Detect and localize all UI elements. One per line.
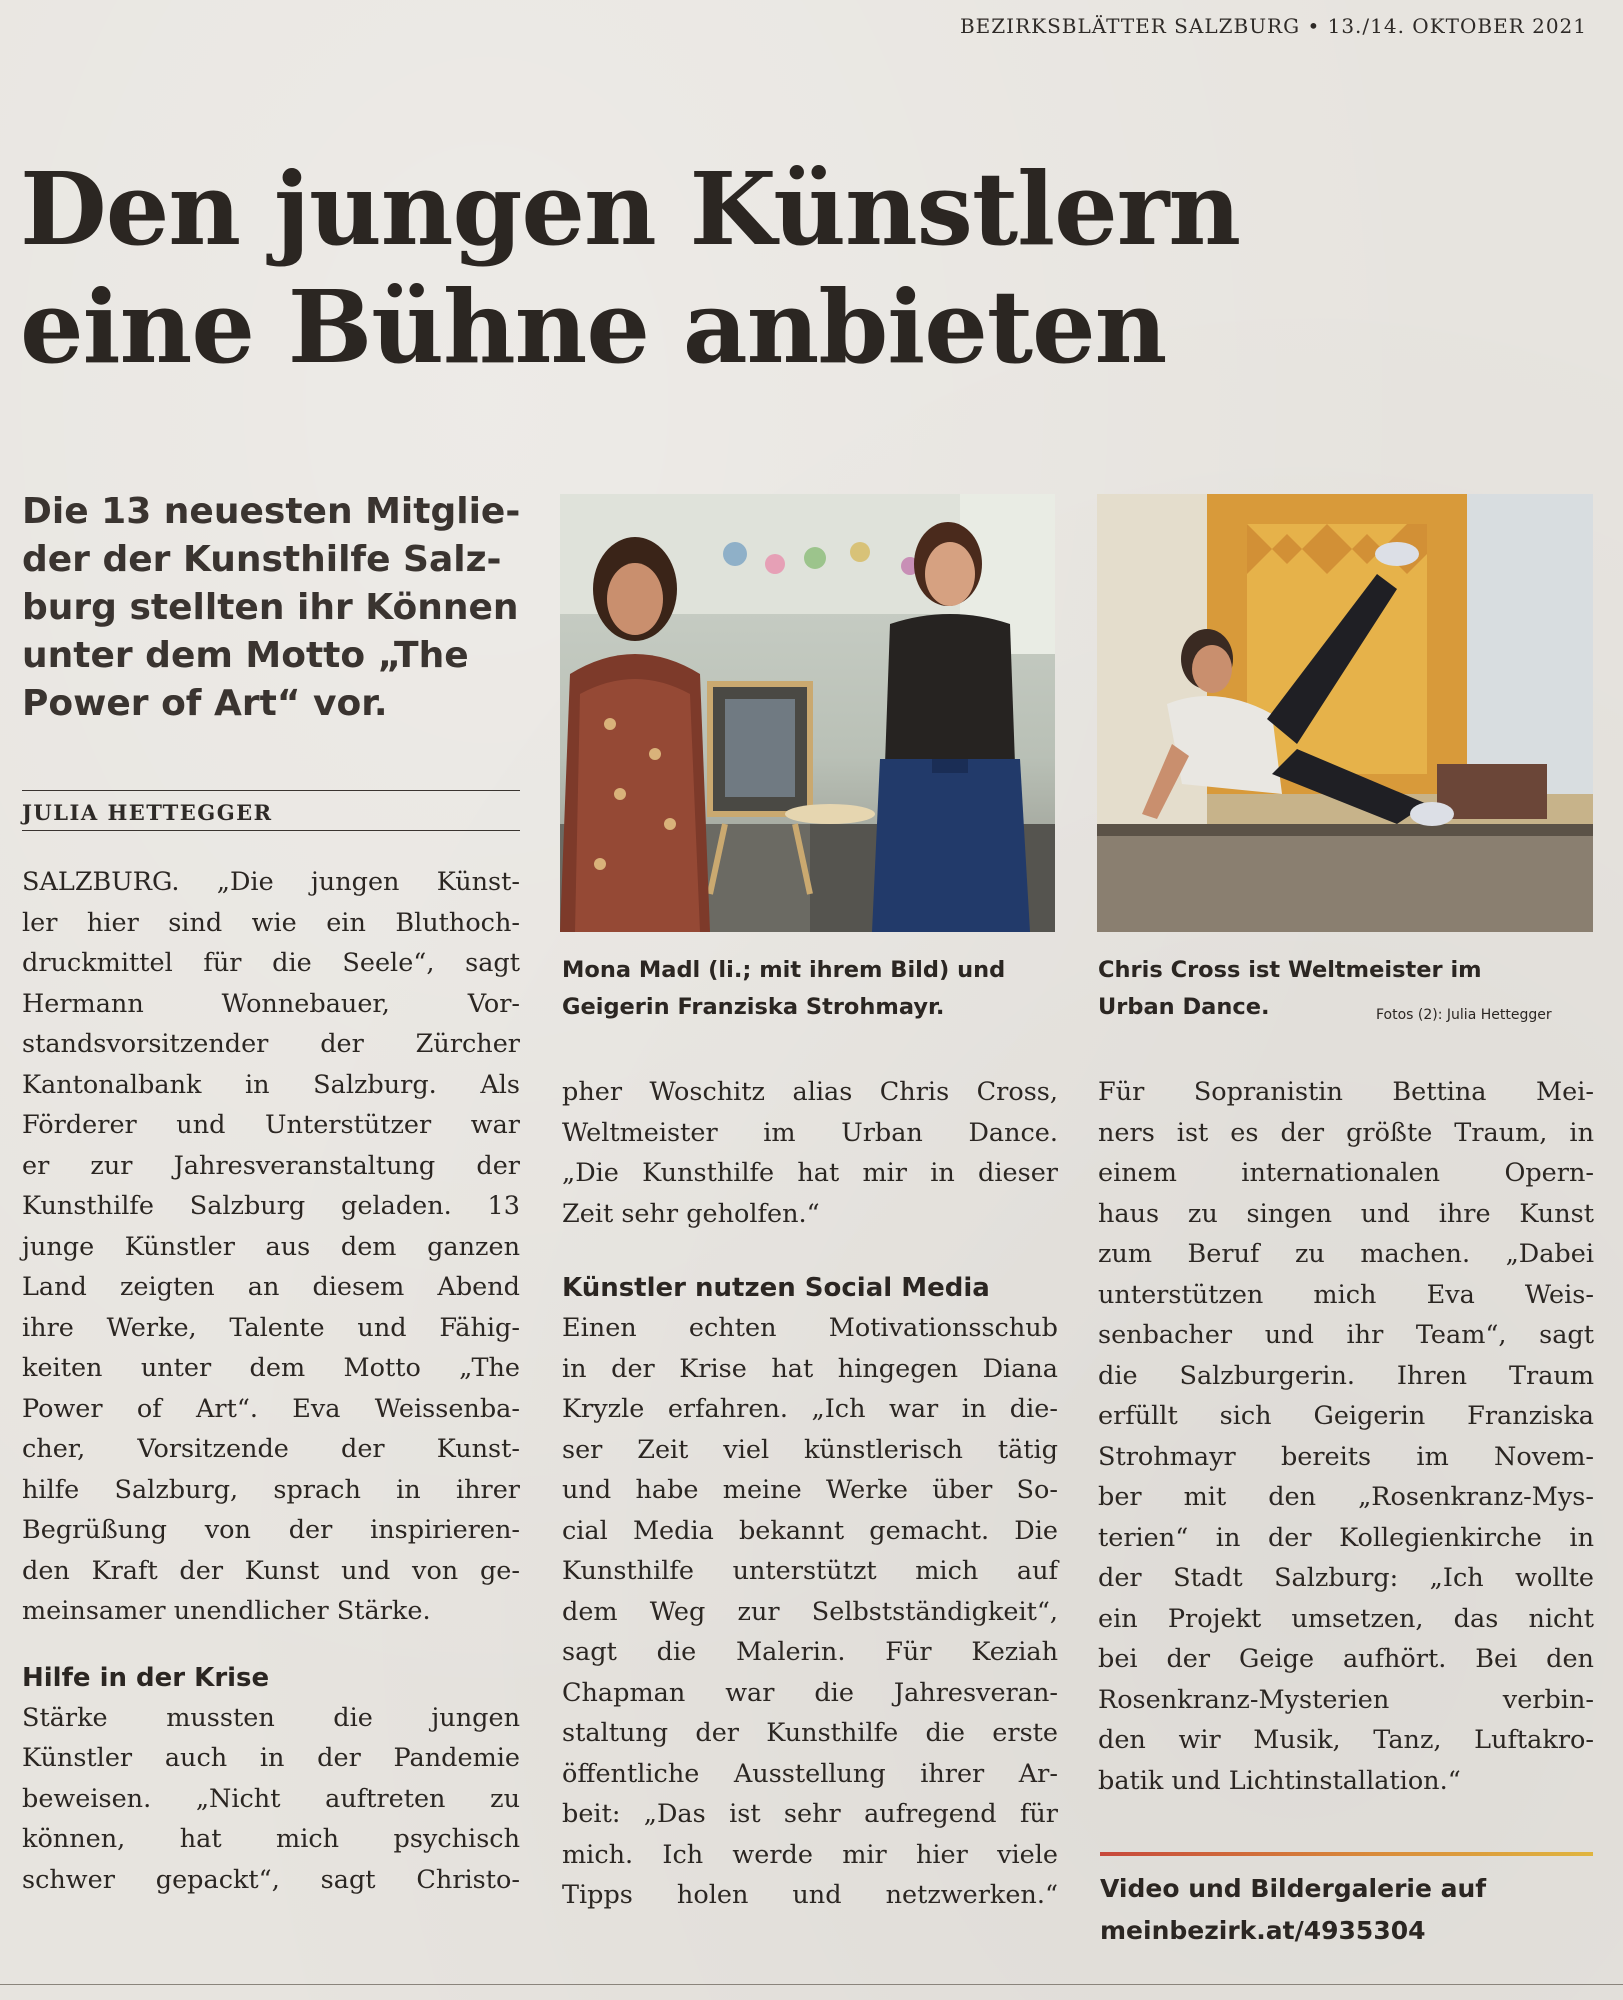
photo-2-caption-line: Chris Cross ist Weltmeister im — [1098, 957, 1482, 983]
body-line: den Kraft der Kunst und von ge- — [22, 1555, 520, 1586]
body-line: bei der Geige aufhört. Bei den — [1098, 1644, 1594, 1674]
body-line: Stärke mussten die jungen — [22, 1702, 520, 1733]
body-line: Hermann Wonnebauer, Vor- — [22, 988, 520, 1019]
body-line: unterstützen mich Eva Weis- — [1098, 1279, 1594, 1310]
body-line: staltung der Kunsthilfe die erste — [562, 1718, 1058, 1748]
body-line: beweisen. „Nicht auftreten zu — [22, 1783, 520, 1814]
body-line: beit: „Das ist sehr aufregend für — [562, 1799, 1058, 1829]
headline-line-2: eine Bühne anbieten — [20, 268, 1167, 386]
body-line: batik und Lichtinstallation.“ — [1098, 1765, 1461, 1796]
body-line: haus zu singen und ihre Kunst — [1098, 1198, 1594, 1229]
body-line: den wir Musik, Tanz, Luftakro- — [1098, 1725, 1594, 1755]
body-line: ber mit den „Rosenkranz-Mys- — [1098, 1482, 1594, 1512]
body-line: SALZBURG. „Die jungen Künst- — [22, 867, 520, 897]
body-line: er zur Jahresveranstaltung der — [22, 1150, 520, 1181]
author-byline: JULIA HETTEGGER — [22, 800, 273, 825]
masthead: BEZIRKSBLÄTTER SALZBURG • 13./14. OKTOBER 2021 — [959, 14, 1587, 38]
photo-1-caption-line: Mona Madl (li.; mit ihrem Bild) und — [562, 957, 1006, 983]
photo-chris-cross — [1097, 494, 1593, 932]
column-1 — [22, 862, 520, 1900]
body-line: Rosenkranz-Mysterien verbin- — [1098, 1684, 1594, 1715]
body-line: schwer gepackt“, sagt Christo- — [22, 1864, 520, 1895]
lead-line: der der Kunsthilfe Salz- — [22, 539, 502, 580]
lead-line: Power of Art“ vor. — [22, 683, 388, 724]
body-line: Für Sopranistin Bettina Mei- — [1098, 1077, 1594, 1107]
column-2 — [562, 1072, 1058, 1916]
body-line: ser Zeit viel künstlerisch tätig — [562, 1434, 1058, 1465]
promo-link[interactable]: meinbezirk.at/4935304 — [1100, 1916, 1426, 1945]
body-line: ler hier sind wie ein Bluthoch- — [22, 907, 520, 938]
body-line: die Salzburgerin. Ihren Traum — [1098, 1360, 1594, 1391]
body-line: zum Beruf zu machen. „Dabei — [1098, 1239, 1594, 1269]
body-line: Tipps holen und netzwerken.“ — [562, 1880, 1058, 1910]
promo-box — [1100, 1868, 1600, 1952]
body-line: mich. Ich werde mir hier viele — [562, 1839, 1058, 1870]
body-line: Land zeigten an diesem Abend — [22, 1272, 520, 1302]
body-line: Förderer und Unterstützer war — [22, 1110, 520, 1140]
body-line: meinsamer unendlicher Stärke. — [22, 1596, 431, 1626]
photo-1-illustration — [560, 494, 1055, 932]
body-line: ihre Werke, Talente und Fähig- — [22, 1312, 520, 1343]
headline-line-1: Den jungen Künstlern — [20, 150, 1241, 268]
body-line: Kryzle erfahren. „Ich war in die- — [562, 1394, 1058, 1424]
body-line: Kantonalbank in Salzburg. Als — [22, 1069, 520, 1100]
body-line: öffentliche Ausstellung ihrer Ar- — [562, 1758, 1058, 1789]
body-line: Begrüßung von der inspirieren- — [22, 1515, 520, 1545]
photo-1-caption-line: Geigerin Franziska Strohmayr. — [562, 994, 945, 1020]
body-line: sagt die Malerin. Für Keziah — [562, 1637, 1058, 1667]
body-line: „Die Kunsthilfe hat mir in dieser — [562, 1158, 1058, 1188]
body-line: in der Krise hat hingegen Diana — [562, 1353, 1058, 1384]
body-line: Zeit sehr geholfen.“ — [562, 1198, 820, 1229]
body-line: cial Media bekannt gemacht. Die — [562, 1515, 1058, 1546]
body-line: standsvorsitzender der Zürcher — [22, 1029, 520, 1059]
body-line: terien“ in der Kollegienkirche in — [1098, 1522, 1594, 1553]
body-line: erfüllt sich Geigerin Franziska — [1098, 1401, 1594, 1431]
promo-line: Video und Bildergalerie auf — [1100, 1874, 1487, 1903]
body-line: junge Künstler aus dem ganzen — [22, 1231, 520, 1262]
photo-credit: Fotos (2): Julia Hettegger — [1376, 1007, 1552, 1023]
photo-2-caption-line: Urban Dance. — [1098, 994, 1270, 1020]
body-line: Weltmeister im Urban Dance. — [562, 1117, 1058, 1148]
body-line: können, hat mich psychisch — [22, 1824, 520, 1854]
body-line: ein Projekt umsetzen, das nicht — [1098, 1603, 1594, 1634]
body-line: dem Weg zur Selbstständigkeit“, — [562, 1596, 1058, 1627]
body-line: cher, Vorsitzende der Kunst- — [22, 1434, 520, 1464]
subheading-hilfe-in-der-krise: Hilfe in der Krise — [22, 1662, 270, 1693]
lead-line: Die 13 neuesten Mitglie- — [22, 491, 521, 532]
subheading-social-media: Künstler nutzen Social Media — [562, 1273, 990, 1303]
headline — [20, 150, 1620, 386]
body-line: Kunsthilfe Salzburg geladen. 13 — [22, 1191, 520, 1221]
body-line: pher Woschitz alias Chris Cross, — [562, 1077, 1058, 1107]
column-3 — [1098, 1072, 1594, 1801]
body-line: druckmittel für die Seele“, sagt — [22, 948, 520, 978]
body-line: keiten unter dem Motto „The — [22, 1353, 520, 1383]
body-line: und habe meine Werke über So- — [562, 1475, 1058, 1505]
photo-2-illustration — [1097, 494, 1593, 932]
author-rule-top — [22, 790, 520, 791]
body-line: senbacher und ihr Team“, sagt — [1098, 1320, 1594, 1350]
lead-line: burg stellten ihr Können — [22, 587, 519, 628]
lead-paragraph — [22, 488, 542, 728]
body-line: Chapman war die Jahresveran- — [562, 1677, 1058, 1708]
body-line: Power of Art“. Eva Weissenba- — [22, 1393, 520, 1424]
author-rule-bottom — [22, 830, 520, 831]
body-line: der Stadt Salzburg: „Ich wollte — [1098, 1563, 1594, 1593]
body-line: Einen echten Motivationsschub — [562, 1313, 1058, 1343]
photo-1-caption — [562, 952, 1005, 1026]
promo-accent-bar — [1100, 1852, 1593, 1856]
body-line: hilfe Salzburg, sprach in ihrer — [22, 1474, 520, 1505]
body-line: Kunsthilfe unterstützt mich auf — [562, 1556, 1058, 1586]
page-bottom-rule — [0, 1984, 1623, 1985]
photo-mona-madl-franziska-strohmayr — [560, 494, 1055, 932]
body-line: Künstler auch in der Pandemie — [22, 1743, 520, 1773]
body-line: Strohmayr bereits im Novem- — [1098, 1441, 1594, 1472]
lead-line: unter dem Motto „The — [22, 635, 469, 676]
body-line: einem internationalen Opern- — [1098, 1158, 1594, 1188]
body-line: ners ist es der größte Traum, in — [1098, 1117, 1594, 1148]
